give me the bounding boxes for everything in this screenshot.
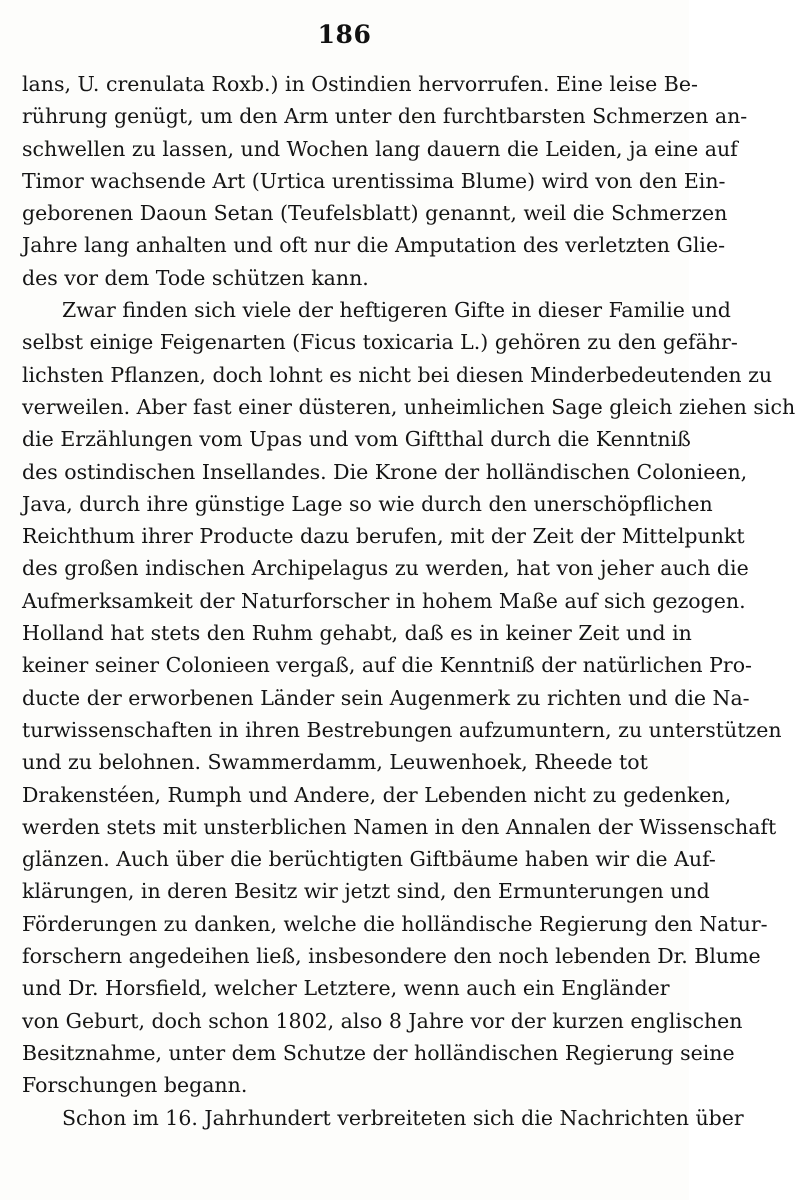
text-line: Reichthum ihrer Producte dazu berufen, mit der Zeit der Mittelpunkt	[22, 524, 745, 549]
text-line: forschern angedeihen ließ, insbesondere den noch lebenden Dr. Blume	[22, 944, 761, 969]
text-line: Holland hat stets den Ruhm gehabt, daß es in keiner Zeit und in	[22, 621, 692, 646]
text-line: Schon im 16. Jahrhundert verbreiteten sich die Nachrichten über	[62, 1105, 744, 1130]
text-line: Zwar finden sich viele der heftigeren Gifte in dieser Familie und	[62, 298, 731, 323]
text-line: und zu belohnen. Swammerdamm, Leuwenhoek, Rheede tot	[22, 750, 648, 775]
text-line: Jahre lang anhalten und oft nur die Amputation des verletzten Glie-	[22, 233, 726, 258]
text-line: von Geburt, doch schon 1802, also 8 Jahre vor der kurzen englischen	[22, 1008, 743, 1033]
page-number: 186	[317, 20, 372, 49]
text-line: Besitznahme, unter dem Schutze der holländischen Regierung seine	[22, 1040, 735, 1065]
text-line: des großen indischen Archipelagus zu werden, hat von jeher auch die	[22, 556, 749, 581]
text-line: Aufmerksamkeit der Naturforscher in hohem Maße auf sich gezogen.	[22, 588, 746, 613]
text-line: klärungen, in deren Besitz wir jetzt sind, den Ermunterungen und	[22, 879, 710, 904]
text-line: Drakenstéen, Rumph und Andere, der Lebenden nicht zu gedenken,	[22, 782, 732, 807]
text-line: die Erzählungen vom Upas und vom Giftthal durch die Kenntniß	[22, 427, 691, 452]
text-line: Timor wachsende Art (Urtica urentissima Blume) wird von den Ein-	[22, 168, 726, 193]
text-line: verweilen. Aber fast einer düsteren, unheimlichen Sage gleich ziehen sich	[22, 394, 795, 419]
text-line: schwellen zu lassen, und Wochen lang dauern die Leiden, ja eine auf	[22, 136, 738, 161]
text-line: Java, durch ihre günstige Lage so wie durch den unerschöpflichen	[22, 491, 713, 516]
text-line: lans, U. crenulata Roxb.) in Ostindien hervorrufen. Eine leise Be-	[22, 72, 698, 96]
text-line: werden stets mit unsterblichen Namen in den Annalen der Wissenschaft	[22, 814, 777, 839]
text-line: und Dr. Horsfield, welcher Letztere, wenn auch ein Engländer	[22, 976, 670, 1001]
text-line: keiner seiner Colonieen vergaß, auf die Kenntniß der natürlichen Pro-	[22, 653, 752, 678]
body-text	[22, 68, 795, 1134]
text-line: Forschungen begann.	[22, 1073, 248, 1098]
text-line: turwissenschaften in ihren Bestrebungen aufzumuntern, zu unterstützen	[22, 717, 782, 742]
text-line: des ostindischen Insellandes. Die Krone der holländischen Colonieen,	[22, 459, 748, 484]
text-line: geborenen Daoun Setan (Teufelsblatt) genannt, weil die Schmerzen	[22, 201, 728, 226]
text-line: ducte der erworbenen Länder sein Augenmerk zu richten und die Na-	[22, 685, 750, 710]
text-line: Förderungen zu danken, welche die holländische Regierung den Natur-	[22, 911, 768, 936]
text-line: glänzen. Auch über die berüchtigten Giftbäume haben wir die Auf-	[22, 847, 716, 872]
text-line: lichsten Pflanzen, doch lohnt es nicht bei diesen Minderbedeutenden zu	[22, 362, 773, 387]
text-line: selbst einige Feigenarten (Ficus toxicaria L.) gehören zu den gefähr-	[22, 330, 738, 355]
text-line: des vor dem Tode schützen kann.	[22, 265, 369, 290]
text-line: rührung genügt, um den Arm unter den furchtbarsten Schmerzen an-	[22, 104, 748, 129]
